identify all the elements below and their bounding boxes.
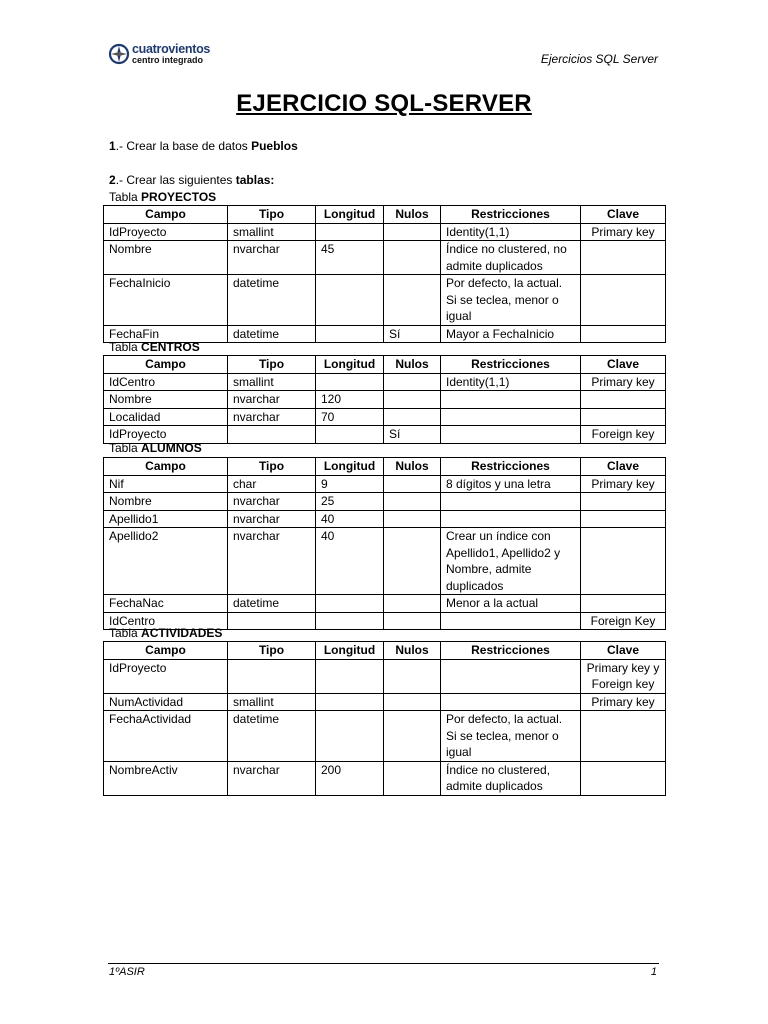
table-cell xyxy=(228,659,316,693)
table-cell: Primary key xyxy=(581,223,666,241)
table-cell: smallint xyxy=(228,373,316,391)
column-header: Clave xyxy=(581,642,666,660)
table-cell: Primary key y Foreign key xyxy=(581,659,666,693)
table-cell xyxy=(316,693,384,711)
table-row xyxy=(104,223,666,241)
column-header: Clave xyxy=(581,206,666,224)
column-header: Restricciones xyxy=(441,458,581,476)
table-cell: Sí xyxy=(384,426,441,444)
table-cell: Sí xyxy=(384,325,441,343)
table-cell xyxy=(384,528,441,595)
table-name: CENTROS xyxy=(141,340,200,354)
table-header-row xyxy=(104,356,666,374)
table-row xyxy=(104,373,666,391)
table-row xyxy=(104,659,666,693)
table-cell: smallint xyxy=(228,693,316,711)
table-row xyxy=(104,275,666,326)
table-cell xyxy=(581,408,666,426)
table-label-alumnos xyxy=(109,441,202,455)
table-cell: nvarchar xyxy=(228,241,316,275)
logo xyxy=(108,42,220,66)
table-cell: FechaNac xyxy=(104,595,228,613)
table-cell: IdCentro xyxy=(104,373,228,391)
column-header: Nulos xyxy=(384,458,441,476)
table-cell xyxy=(441,612,581,630)
table-cell: NombreActiv xyxy=(104,761,228,795)
table-cell: 8 dígitos y una letra xyxy=(441,475,581,493)
column-header: Restricciones xyxy=(441,642,581,660)
table-cell xyxy=(581,241,666,275)
column-header: Tipo xyxy=(228,642,316,660)
column-header: Longitud xyxy=(316,206,384,224)
table-row xyxy=(104,595,666,613)
table-header-row xyxy=(104,642,666,660)
table-cell xyxy=(581,493,666,511)
table-cell xyxy=(441,493,581,511)
table-name: ACTIVIDADES xyxy=(141,626,223,640)
table-row xyxy=(104,693,666,711)
page-title: EJERCICIO SQL-SERVER xyxy=(236,90,532,117)
table-cell: nvarchar xyxy=(228,493,316,511)
table-cell xyxy=(384,223,441,241)
table-cell: FechaFin xyxy=(104,325,228,343)
table-cell: Nombre xyxy=(104,493,228,511)
column-header: Restricciones xyxy=(441,356,581,374)
table-cell xyxy=(384,408,441,426)
table-cell: Índice no clustered, admite duplicados xyxy=(441,761,581,795)
table-cell: IdProyecto xyxy=(104,223,228,241)
header-right-text: Ejercicios SQL Server xyxy=(540,52,658,66)
table-cell: Localidad xyxy=(104,408,228,426)
table-cell xyxy=(581,761,666,795)
logo-line2: centro integrado xyxy=(132,55,204,66)
table-cell: Identity(1,1) xyxy=(441,373,581,391)
table-cell: Primary key xyxy=(581,373,666,391)
table-cell xyxy=(441,510,581,528)
table-cell xyxy=(581,528,666,595)
page-number: 1 xyxy=(650,966,657,978)
table-row xyxy=(104,241,666,275)
table-header-row xyxy=(104,458,666,476)
table-row xyxy=(104,391,666,409)
table-cell: Nombre xyxy=(104,391,228,409)
table-cell: datetime xyxy=(228,275,316,326)
table-cell xyxy=(228,612,316,630)
table-cell xyxy=(384,241,441,275)
column-header: Nulos xyxy=(384,642,441,660)
table-cell: Apellido1 xyxy=(104,510,228,528)
table-label-proyectos xyxy=(109,190,216,204)
step-1-bold: Pueblos xyxy=(251,139,298,153)
table-cell: 9 xyxy=(316,475,384,493)
table-label-prefix: Tabla xyxy=(109,190,142,204)
table-cell xyxy=(384,373,441,391)
table-cell xyxy=(384,510,441,528)
table-cell xyxy=(316,711,384,762)
table-cell: datetime xyxy=(228,595,316,613)
table-cell xyxy=(316,325,384,343)
table-cell: 40 xyxy=(316,528,384,595)
column-header: Campo xyxy=(104,206,228,224)
footer-divider xyxy=(108,963,659,964)
step-2-num: 2 xyxy=(109,173,116,187)
table-cell: Por defecto, la actual. Si se teclea, menor o igual xyxy=(441,711,581,762)
table-cell: FechaActividad xyxy=(104,711,228,762)
column-header: Longitud xyxy=(316,458,384,476)
table-cell: Menor a la actual xyxy=(441,595,581,613)
compass-logo-icon xyxy=(108,43,130,65)
table-cell xyxy=(384,475,441,493)
column-header: Clave xyxy=(581,458,666,476)
table-alumnos xyxy=(103,457,666,630)
table-cell: nvarchar xyxy=(228,510,316,528)
table-cell xyxy=(316,612,384,630)
column-header: Tipo xyxy=(228,458,316,476)
table-cell: Índice no clustered, no admite duplicados xyxy=(441,241,581,275)
table-actividades xyxy=(103,641,666,796)
table-cell xyxy=(316,373,384,391)
table-cell: Primary key xyxy=(581,693,666,711)
table-cell xyxy=(441,391,581,409)
table-cell: Nombre xyxy=(104,241,228,275)
table-header-row xyxy=(104,206,666,224)
column-header: Longitud xyxy=(316,356,384,374)
table-cell xyxy=(581,325,666,343)
table-cell: Foreign Key xyxy=(581,612,666,630)
column-header: Campo xyxy=(104,642,228,660)
table-cell: 70 xyxy=(316,408,384,426)
table-cell xyxy=(316,275,384,326)
step-1-num: 1 xyxy=(109,139,116,153)
table-cell xyxy=(581,711,666,762)
step-2-text: .- Crear las siguientes xyxy=(115,173,236,187)
table-label-centros xyxy=(109,340,200,354)
table-cell xyxy=(316,595,384,613)
table-cell: Apellido2 xyxy=(104,528,228,595)
table-cell xyxy=(384,659,441,693)
table-row xyxy=(104,528,666,595)
table-cell: IdProyecto xyxy=(104,426,228,444)
table-cell xyxy=(581,391,666,409)
table-cell xyxy=(316,659,384,693)
table-cell xyxy=(581,275,666,326)
table-cell xyxy=(441,693,581,711)
table-cell xyxy=(384,711,441,762)
table-row xyxy=(104,761,666,795)
table-cell: Por defecto, la actual. Si se teclea, menor o igual xyxy=(441,275,581,326)
table-cell: Identity(1,1) xyxy=(441,223,581,241)
table-name: PROYECTOS xyxy=(141,190,217,204)
table-cell: IdCentro xyxy=(104,612,228,630)
table-cell xyxy=(581,595,666,613)
table-cell xyxy=(384,493,441,511)
column-header: Tipo xyxy=(228,206,316,224)
table-label-prefix: Tabla xyxy=(109,626,142,640)
logo-line1: cuatrovientos xyxy=(132,41,211,56)
step-2 xyxy=(109,173,274,187)
table-cell: IdProyecto xyxy=(104,659,228,693)
table-cell xyxy=(384,612,441,630)
table-row xyxy=(104,475,666,493)
table-cell: 45 xyxy=(316,241,384,275)
table-cell xyxy=(316,223,384,241)
column-header: Campo xyxy=(104,356,228,374)
table-cell xyxy=(441,659,581,693)
column-header: Restricciones xyxy=(441,206,581,224)
column-header: Clave xyxy=(581,356,666,374)
table-cell: Mayor a FechaInicio xyxy=(441,325,581,343)
table-cell: 40 xyxy=(316,510,384,528)
table-cell xyxy=(316,426,384,444)
table-cell: nvarchar xyxy=(228,408,316,426)
column-header: Campo xyxy=(104,458,228,476)
table-cell: datetime xyxy=(228,711,316,762)
table-cell: nvarchar xyxy=(228,761,316,795)
table-cell xyxy=(581,510,666,528)
step-2-bold: tablas: xyxy=(235,173,275,187)
table-cell: char xyxy=(228,475,316,493)
table-cell: 120 xyxy=(316,391,384,409)
table-centros xyxy=(103,355,666,444)
table-cell: datetime xyxy=(228,325,316,343)
table-cell: Crear un índice con Apellido1, Apellido2 y Nombre, admite duplicados xyxy=(441,528,581,595)
table-cell: Primary key xyxy=(581,475,666,493)
table-cell: NumActividad xyxy=(104,693,228,711)
step-1 xyxy=(109,139,298,153)
table-cell: Foreign key xyxy=(581,426,666,444)
table-label-actividades xyxy=(109,626,222,640)
step-1-text: .- Crear la base de datos xyxy=(115,139,252,153)
table-cell xyxy=(384,761,441,795)
column-header: Nulos xyxy=(384,356,441,374)
table-cell xyxy=(441,426,581,444)
table-label-prefix: Tabla xyxy=(109,441,142,455)
table-cell: Nif xyxy=(104,475,228,493)
table-cell: nvarchar xyxy=(228,391,316,409)
footer-left: 1ºASIR xyxy=(109,966,145,978)
table-cell xyxy=(384,595,441,613)
table-label-prefix: Tabla xyxy=(109,340,142,354)
table-proyectos xyxy=(103,205,666,343)
column-header: Nulos xyxy=(384,206,441,224)
table-cell xyxy=(228,426,316,444)
column-header: Tipo xyxy=(228,356,316,374)
table-name: ALUMNOS xyxy=(141,441,202,455)
table-row xyxy=(104,408,666,426)
table-row xyxy=(104,493,666,511)
table-row xyxy=(104,510,666,528)
table-cell xyxy=(384,693,441,711)
table-cell xyxy=(384,391,441,409)
table-cell: 200 xyxy=(316,761,384,795)
table-cell: FechaInicio xyxy=(104,275,228,326)
column-header: Longitud xyxy=(316,642,384,660)
table-cell xyxy=(441,408,581,426)
table-cell: smallint xyxy=(228,223,316,241)
table-cell xyxy=(384,275,441,326)
table-cell: 25 xyxy=(316,493,384,511)
table-row xyxy=(104,711,666,762)
table-cell: nvarchar xyxy=(228,528,316,595)
